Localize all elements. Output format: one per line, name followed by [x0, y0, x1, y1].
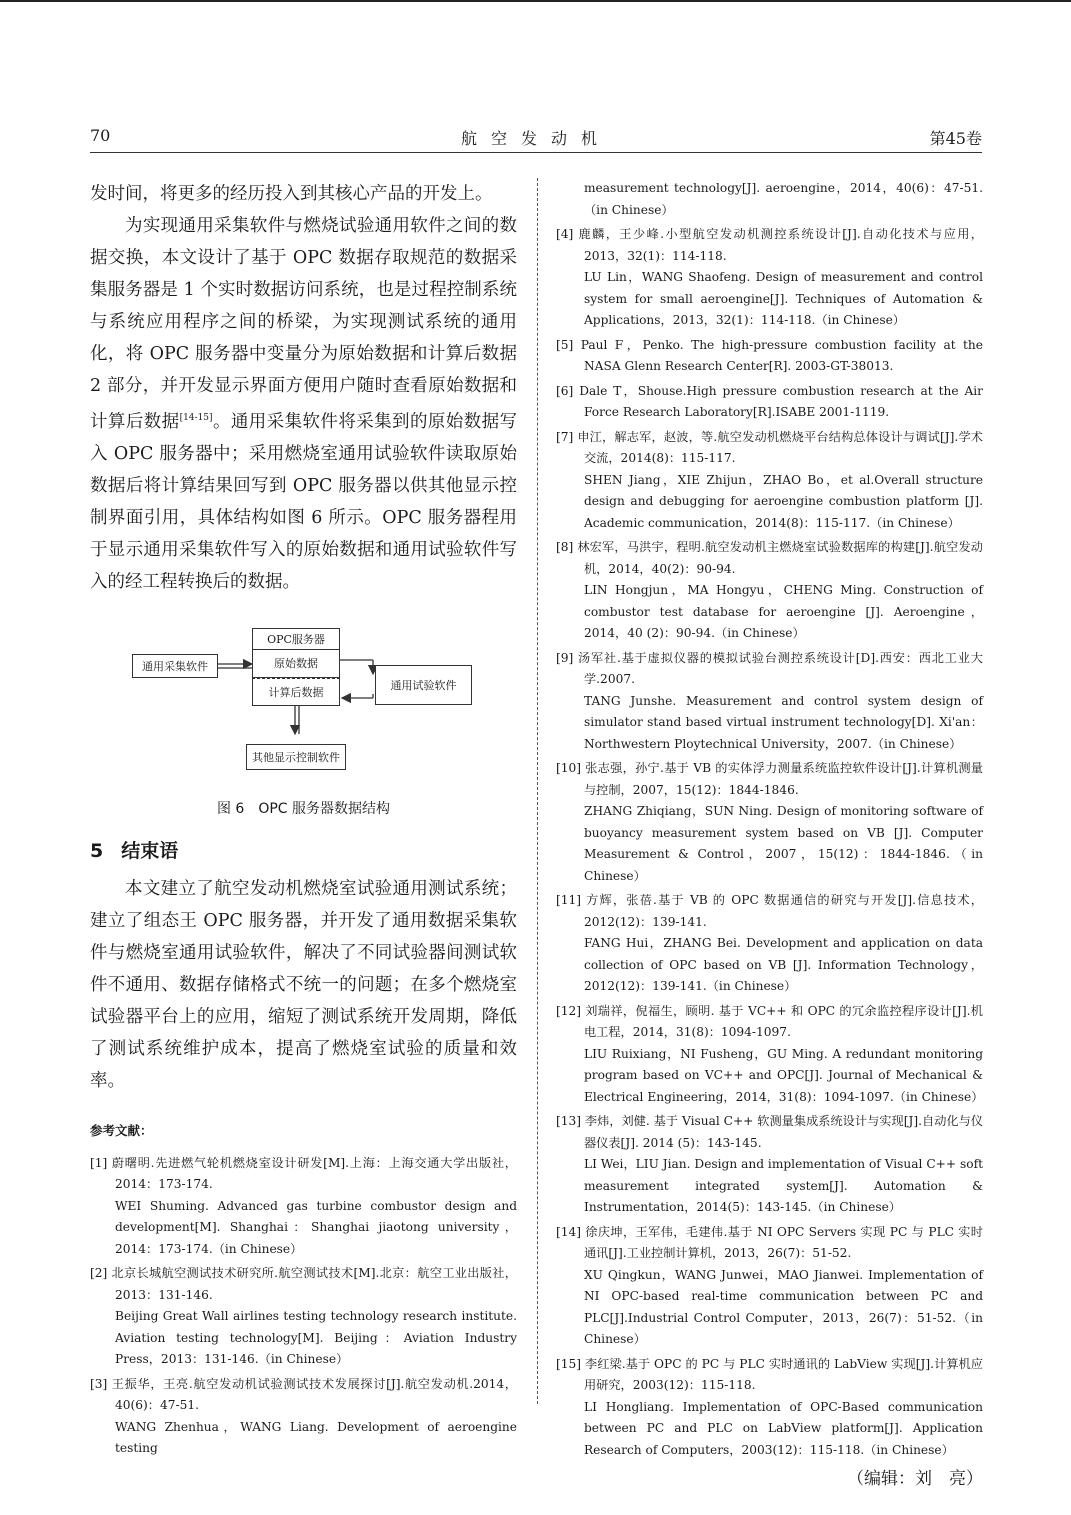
raw-data-box: 原始数据	[252, 650, 340, 678]
figure-6-diagram	[90, 620, 517, 792]
reference-item	[556, 890, 983, 998]
conclusion-text	[90, 873, 517, 1097]
reference-item	[556, 537, 983, 645]
top-border-line	[0, 0, 1071, 2]
reference-english: ZHANG Zhiqiang，SUN Ning. Design of monitoring software of buoyancy measurement system based on VB [J]. Computer Measurement & Control，2007，15(12)：1844-1846.（in Chinese）	[584, 804, 983, 883]
reference-english: LIN Hongjun，MA Hongyu，CHENG Ming. Construction of combustor test database for aeroengine [J]. Aeroengine，2014，40 (2)：90-94.（in Chinese）	[584, 583, 983, 640]
paragraph	[90, 210, 517, 598]
reference-english: SHEN Jiang，XIE Zhijun，ZHAO Bo，et al.Overall structure design and debugging for aeroengine combustion platform [J]. Academic communication，2014(8)：115-117.（in Chinese）	[584, 472, 983, 530]
computed-data-box: 计算后数据	[252, 678, 340, 706]
reference-item	[556, 381, 983, 424]
reference-item	[90, 1153, 517, 1261]
citation: [14-15]	[179, 413, 213, 423]
reference-item	[90, 1263, 517, 1371]
reference-item	[556, 427, 983, 535]
reference-english: TANG Junshe. Measurement and control system design of simulator stand based virtual instrument technology[D]. Xi'an：Northwestern Ploytechnical University，2007.（in Chinese）	[584, 693, 983, 751]
reference-english: LI Wei，LIU Jian. Design and implementation of Visual C++ soft measurement integrated system[J]. Automation & Instrumentation，2014(5)：143-145.（in Chinese）	[584, 1157, 983, 1214]
reference-chinese: [12] 刘瑞祥，倪福生，顾明. 基于 VC++ 和 OPC 的冗余监控程序设计[J].机电工程，2014，31(8)：1094-1097.	[556, 1003, 983, 1039]
reference-english: measurement technology[J]. aeroengine，2014，40(6)：47-51.（in Chinese）	[584, 181, 983, 217]
references-list-right	[556, 178, 983, 1461]
reference-english: FANG Hui，ZHANG Bei. Development and application on data collection of OPC based on VB [J]. Information Technology，2012(12)：139-141.（in Chinese）	[584, 936, 983, 993]
paragraph-text: 。通用采集软件将采集到的原始数据写入 OPC 服务器中；采用燃烧室通用试验软件读取原始数据后将计算结果回写到 OPC 服务器以供其他显示控制界面引用，具体结构如图 6 所示。OPC 服务器程用于显示通用采集软件写入的原始数据和通用试验软件写入的经工程转换后的数据。	[90, 411, 518, 592]
right-column	[556, 178, 983, 1489]
reference-item	[556, 1001, 983, 1109]
reference-chinese: [6] Dale T，Shouse.High pressure combustion research at the Air Force Research Laboratory[R].ISABE 2001-1119.	[556, 383, 983, 419]
reference-continuation	[556, 178, 983, 221]
editor-note: （编辑：刘 亮）	[847, 1469, 983, 1489]
reference-item	[556, 335, 983, 378]
references-right-items	[556, 224, 983, 1461]
journal-title: 航空发动机	[460, 129, 611, 148]
reference-item	[556, 1354, 983, 1462]
reference-item	[556, 1111, 983, 1219]
reference-chinese: [10] 张志强，孙宁.基于 VB 的实体浮力测量系统监控软件设计[J].计算机测量与控制，2007，15(12)：1844-1846.	[556, 761, 983, 797]
reference-chinese: [15] 李红梁.基于 OPC 的 PC 与 PLC 实时通讯的 LabView 实现[J].计算机应用研究，2003(12)：115-118.	[556, 1356, 983, 1392]
reference-english: LI Hongliang. Implementation of OPC-Based communication between PC and PLC on LabView platform[J]. Application Research of Computers，2003(12)：115-118.（in Chinese）	[584, 1399, 983, 1457]
section-heading	[90, 836, 517, 863]
reference-english: Beijing Great Wall airlines testing technology research institute. Aviation testing technology[M]. Beijing：Aviation Industry Press，2013：131-146.（in Chinese）	[115, 1309, 517, 1367]
figure-caption: 图 6 OPC 服务器数据结构	[216, 800, 391, 817]
reference-chinese: [13] 李炜，刘健. 基于 Visual C++ 软测量集成系统设计与实现[J].自动化与仪器仪表[J]. 2014 (5)：143-145.	[556, 1114, 983, 1150]
reference-chinese: [5] Paul F，Penko. The high-pressure combustion facility at the NASA Glenn Research Center[R]. 2003-GT-38013.	[556, 337, 983, 373]
references-list-left	[90, 1153, 517, 1460]
reference-chinese: [1] 蔚曙明.先进燃气轮机燃烧室设计研发[M].上海：上海交通大学出版社，2014：173-174.	[90, 1155, 517, 1192]
reference-english: LIU Ruixiang，NI Fusheng，GU Ming. A redundant monitoring program based on VC++ and OPC[J]. Journal of Mechanical & Electrical Engineering，2014，31(8)：1094-1097.（in Chinese）	[584, 1046, 984, 1104]
reference-item	[556, 758, 983, 887]
reference-chinese: [4] 鹿麟，王少峰.小型航空发动机测控系统设计[J].自动化技术与应用，2013，32(1)：114-118.	[556, 227, 983, 263]
reference-item	[90, 1374, 517, 1460]
reference-item	[556, 1222, 983, 1351]
reference-chinese: [11] 方辉，张蓓.基于 VB 的 OPC 数据通信的研究与开发[J].信息技术，2012(12)：139-141.	[556, 893, 983, 929]
left-column	[90, 178, 517, 1463]
reference-english: XU Qingkun，WANG Junwei，MAO Jianwei. Implementation of NI OPC-based real-time communication between PC and PLC[J].Industrial Control Computer，2013，26(7)：51-52.（in Chinese）	[584, 1267, 983, 1346]
column-divider	[537, 178, 538, 1404]
page-number: 70	[90, 126, 111, 145]
reference-english: LU Lin，WANG Shaofeng. Design of measurement and control system for small aeroengine[J]. Techniques of Automation & Applications，2013，32(1)：114-118.（in Chinese）	[584, 270, 983, 327]
references-heading: 参考文献：	[90, 1122, 153, 1138]
opc-server-box: OPC服务器	[252, 628, 340, 650]
reference-english: WEI Shuming. Advanced gas turbine combustor design and development[M]. Shanghai：Shanghai jiaotong university，2014：173-174.（in Chinese）	[115, 1198, 517, 1256]
reference-chinese: [8] 林宏军，马洪宇，程明.航空发动机主燃烧室试验数据库的构建[J].航空发动机，2014，40(2)：90-94.	[556, 540, 983, 576]
reference-chinese: [3] 王振华，王亮.航空发动机试验测试技术发展探讨[J].航空发动机.2014，40(6)：47-51.	[90, 1376, 517, 1413]
reference-chinese: [9] 汤军社.基于虚拟仪器的模拟试验台测控系统设计[D].西安：西北工业大学.2007.	[556, 650, 983, 686]
paragraph-text: 为实现通用采集软件与燃烧试验通用软件之间的数据交换，本文设计了基于 OPC 数据存取规范的数据采集服务器是 1 个实时数据访问系统，也是过程控制系统与系统应用程序之间的桥梁，为实现测试系统的通用化，将 OPC 服务器中变量分为原始数据和计算后数据 2 部分，并开发显示界面方便用户随时查看原始数据和计算后数据	[90, 216, 517, 432]
section-title: 结束语	[121, 839, 179, 862]
reference-chinese: [14] 徐庆坤，王军伟，毛建伟.基于 NI OPC Servers 实现 PC 与 PLC 实时通讯[J].工业控制计算机，2013，26(7)：51-52.	[556, 1224, 983, 1260]
other-display-software-box: 其他显示控制软件	[246, 744, 346, 770]
acquisition-software-box: 通用采集软件	[132, 654, 218, 678]
body-text	[90, 178, 517, 598]
reference-chinese: [7] 申江，解志军，赵波，等.航空发动机燃烧平台结构总体设计与调试[J].学术交流，2014(8)：115-117.	[556, 429, 983, 465]
reference-item	[556, 224, 983, 332]
reference-english: WANG Zhenhua，WANG Liang. Development of aeroengine testing	[115, 1419, 517, 1456]
volume-label: 第45卷	[929, 129, 982, 148]
reference-chinese: [2] 北京长城航空测试技术研究所.航空测试技术[M].北京：航空工业出版社，2013：131-146.	[90, 1266, 517, 1302]
paragraph: 发时间，将更多的经历投入到其核心产品的开发上。	[90, 184, 493, 204]
reference-item	[556, 648, 983, 756]
paragraph: 本文建立了航空发动机燃烧室试验通用测试系统；建立了组态王 OPC 服务器，并开发了通用数据采集软件与燃烧室通用试验软件，解决了不同试验器间测试软件不通用、数据存储格式不统一的问题；在多个燃烧室试验器平台上的应用，缩短了测试系统开发周期，降低了测试系统维护成本，提高了燃烧室试验的质量和效率。	[90, 878, 517, 1091]
section-number: 5	[90, 839, 104, 862]
test-software-box: 通用试验软件	[375, 665, 472, 705]
header-rule	[90, 152, 982, 153]
